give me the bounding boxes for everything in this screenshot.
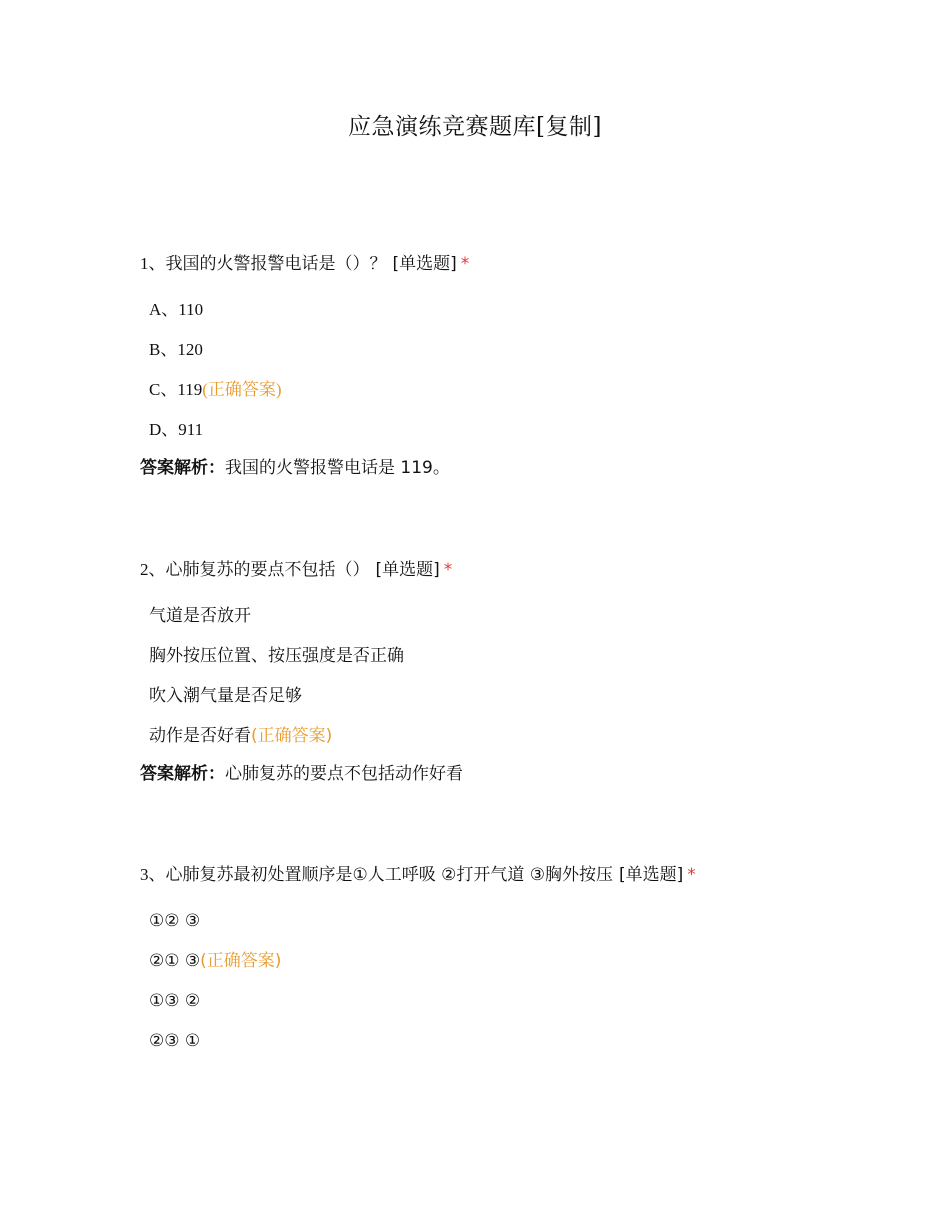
- answer-analysis: [140, 762, 900, 786]
- question-type: [单选题]: [375, 560, 440, 580]
- option-text: A、110: [149, 300, 204, 319]
- question-number: 3、: [140, 865, 166, 884]
- option-b: [149, 338, 900, 362]
- option-2: [149, 949, 900, 973]
- question-type: [单选题]: [619, 865, 684, 885]
- option-c: [149, 378, 900, 402]
- option-text: C、119: [149, 380, 203, 399]
- option-a: [149, 298, 900, 322]
- option-1: [149, 909, 900, 933]
- option-d: [149, 418, 900, 442]
- option-text: 气道是否放开: [149, 606, 251, 626]
- question-number: 1、: [140, 254, 166, 273]
- question-text: 我国的火警报警电话是（）？: [165, 254, 387, 274]
- option-text: ①③ ②: [149, 991, 201, 1011]
- correct-answer-label: (正确答案): [202, 380, 282, 399]
- option-3: [149, 989, 900, 1013]
- question-number: 2、: [140, 560, 166, 579]
- option-4: [149, 724, 900, 748]
- option-list: [140, 604, 900, 748]
- question-text: 心肺复苏的要点不包括（）: [165, 560, 370, 580]
- option-text: D、911: [149, 420, 204, 439]
- option-list: [140, 298, 900, 442]
- answer-analysis: [140, 456, 900, 480]
- option-3: [149, 684, 900, 708]
- question-type: [单选题]: [392, 254, 457, 274]
- option-4: [149, 1029, 900, 1053]
- option-text: ①② ③: [149, 911, 201, 931]
- question-2: [140, 558, 900, 786]
- correct-answer-label: (正确答案): [251, 726, 333, 746]
- analysis-text: 心肺复苏的要点不包括动作好看: [225, 764, 463, 784]
- question-3: [140, 863, 900, 1053]
- question-text: 心肺复苏最初处置顺序是①人工呼吸 ②打开气道 ③胸外按压: [165, 865, 614, 885]
- option-text: 胸外按压位置、按压强度是否正确: [149, 646, 404, 666]
- option-text: ②① ③: [149, 951, 201, 971]
- analysis-label: 答案解析：: [140, 764, 225, 784]
- required-mark: *: [443, 560, 453, 580]
- question-header: [140, 252, 900, 276]
- option-text: B、120: [149, 340, 203, 359]
- option-text: 动作是否好看: [149, 726, 251, 746]
- analysis-text: 我国的火警报警电话是 119。: [225, 458, 450, 478]
- option-text: 吹入潮气量是否足够: [149, 686, 302, 706]
- question-header: [140, 863, 900, 887]
- required-mark: *: [460, 254, 470, 274]
- page-title: 应急演练竞赛题库[复制]: [348, 114, 602, 140]
- option-1: [149, 604, 900, 628]
- analysis-label: 答案解析：: [140, 458, 225, 478]
- question-header: [140, 558, 900, 582]
- option-2: [149, 644, 900, 668]
- question-1: [140, 252, 900, 480]
- required-mark: *: [687, 865, 696, 885]
- option-text: ②③ ①: [149, 1031, 201, 1051]
- option-list: [140, 909, 900, 1053]
- correct-answer-label: (正确答案): [200, 951, 282, 971]
